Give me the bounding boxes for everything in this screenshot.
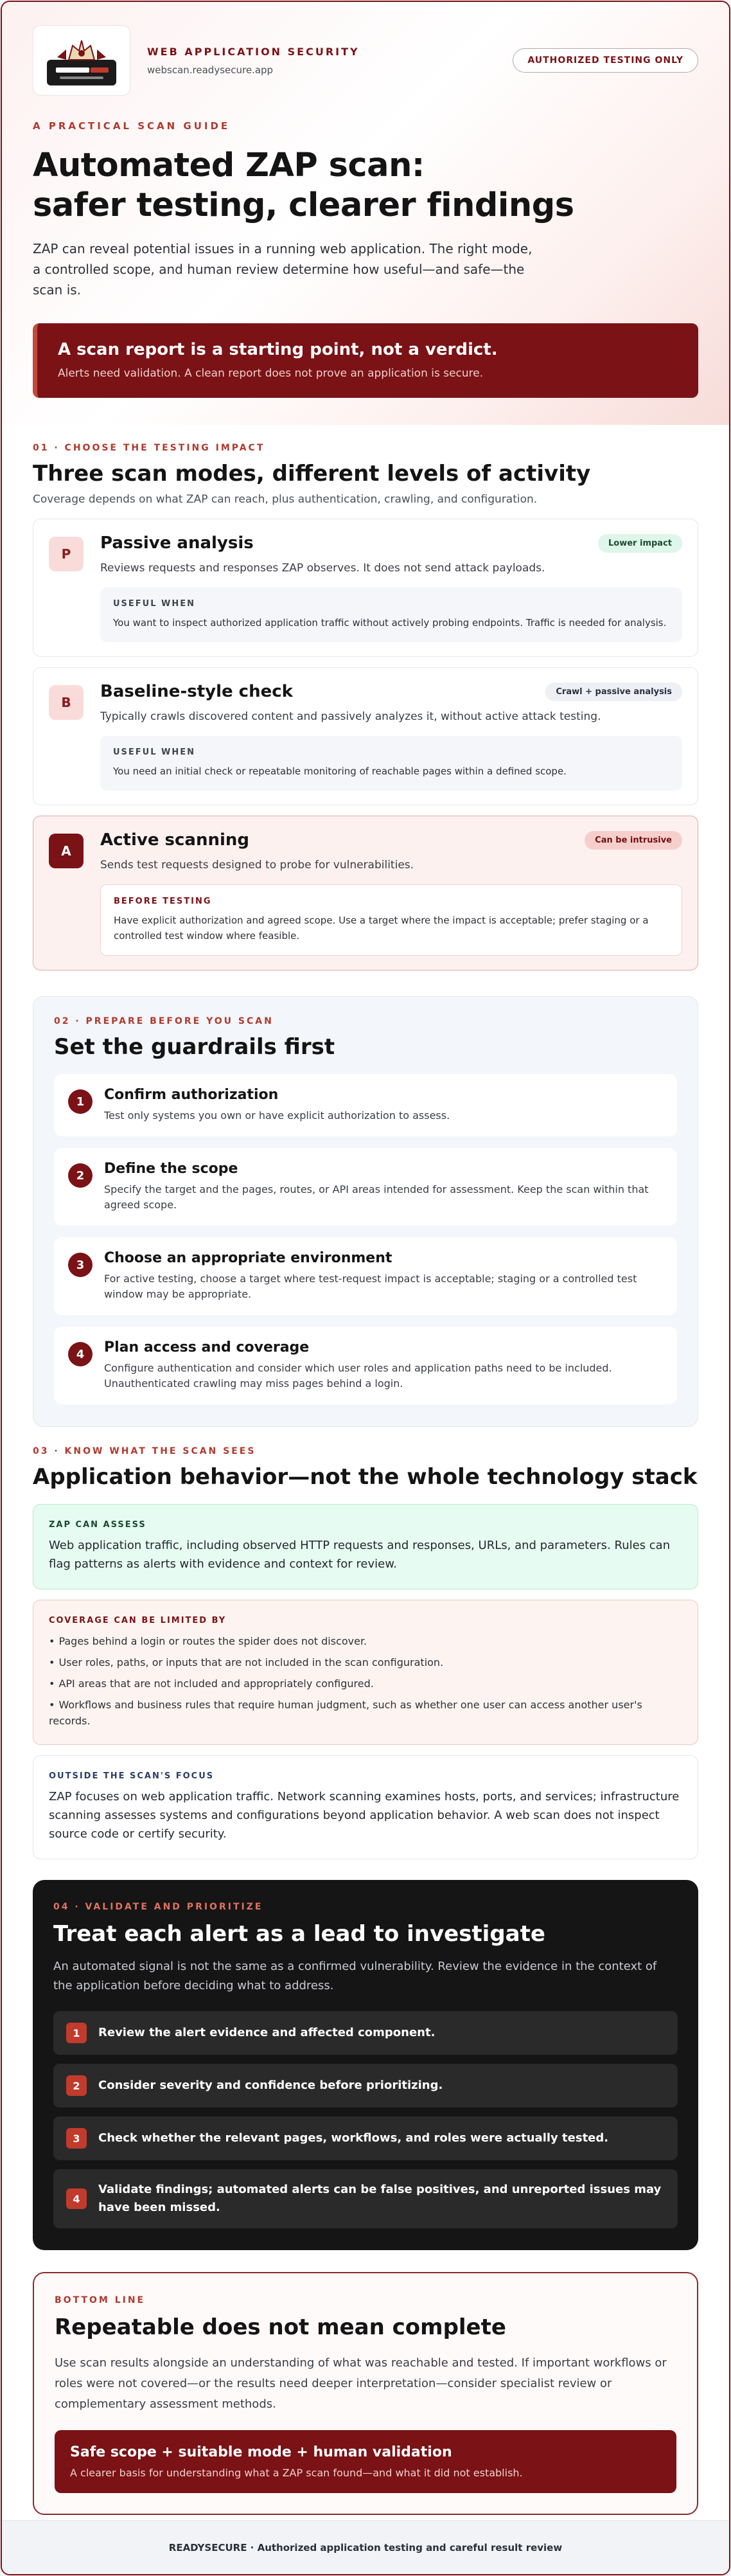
item-text: Review the alert evidence and affected component. [98,2026,436,2039]
mode-description: Reviews requests and responses ZAP observes. It does not send attack payloads. [100,562,545,575]
hero-eyebrow: A PRACTICAL SCAN GUIDE [33,120,231,132]
mode-note-text: You want to inspect authorized application traffic without actively probing endpoints. Traffic is needed for analysis. [113,617,667,629]
section-title: Treat each alert as a lead to investigate [53,1921,545,1947]
verdict-title: A scan report is a starting point, not a verdict. [58,340,498,359]
scan-coverage-section [2,1446,729,1859]
item-text: Validate findings; automated alerts can be false positives, and unreported issues may have been missed. [98,2183,662,2214]
hero-lead: ZAP can reveal potential issues in a running web application. The right mode, a controlled scope, and human review determine how useful—and safe—the scan is. [33,241,533,298]
guardrail-step [54,1148,677,1226]
guardrail-step [54,1074,677,1136]
mode-description: Typically crawls discovered content and passively analyzes it, without active attack testing. [100,710,601,723]
item-text: Consider severity and confidence before prioritizing. [98,2079,443,2092]
mode-title-row [100,533,682,553]
impact-tag: Crawl + passive analysis [545,683,682,701]
coverage-limits-card [33,1600,698,1745]
coverage-limits-list [49,1633,682,1729]
step-text: Test only systems you own or have explicit authorization to assess. [104,1109,450,1122]
section-title: Three scan modes, different levels of activity [33,461,591,487]
mode-letter-badge: P [49,537,84,571]
item-number: 4 [66,2188,87,2209]
step-number: 4 [68,1342,92,1366]
guardrail-step [54,1237,677,1315]
item-number: 3 [66,2128,87,2149]
mode-body [100,830,682,872]
outside-focus-card [33,1755,698,1859]
validate-item [53,2169,678,2228]
step-body [104,1339,663,1391]
authorized-testing-badge: AUTHORIZED TESTING ONLY [513,48,698,73]
step-text: Configure authentication and consider which user roles and application paths need to be included. Unauthenticated crawling may miss pages behind a login. [104,1362,612,1390]
mode-header [49,830,682,872]
section-title: Application behavior—not the whole technology stack [33,1464,698,1490]
verdict-subtitle: Alerts need validation. A clean report does not prove an application is secure. [58,367,484,380]
step-title: Define the scope [104,1161,238,1177]
step-body [104,1250,663,1302]
list-item: • User roles, paths, or inputs that are not included in the scan configuration. [49,1654,682,1670]
bottom-text: Use scan results alongside an understanding of what was reachable and tested. If important workflows or roles were not covered—or the results need deeper interpretation—consider specialist review or complementary assessment methods. [55,2356,667,2411]
mode-note-label: USEFUL WHEN [113,599,196,609]
guardrail-steps [54,1074,677,1404]
step-number: 1 [68,1089,92,1114]
item-number: 1 [66,2023,87,2043]
mode-note [100,736,682,791]
verdict-callout [33,323,698,398]
page-frame [1,1,730,2575]
card-label: COVERAGE CAN BE LIMITED BY [49,1616,227,1625]
scan-modes-section [2,443,729,970]
mode-body [100,682,682,723]
guardrails-panel [33,996,698,1427]
validate-list [53,2011,678,2228]
hero [2,2,729,425]
step-title: Confirm authorization [104,1087,279,1103]
section-title: Repeatable does not mean complete [55,2314,506,2340]
mode-card-active [33,816,698,970]
step-text: Specify the target and the pages, routes, or API areas intended for assessment. Keep the scan within that agreed scope. [104,1183,649,1211]
list-item: • API areas that are not included and appropriately configured. [49,1676,682,1692]
impact-tag: Can be intrusive [585,831,682,850]
item-text: Check whether the relevant pages, workflows, and roles were actually tested. [98,2131,609,2145]
section-title: Set the guardrails first [54,1034,335,1060]
section-eyebrow: 03 · KNOW WHAT THE SCAN SEES [33,1446,256,1456]
guardrail-step [54,1327,677,1404]
formula-callout [55,2430,676,2493]
card-text: Web application traffic, including observed HTTP requests and responses, URLs, and parameters. Rules can flag patterns as alerts with evidence and context for review. [49,1539,671,1571]
mode-body [100,533,682,575]
mode-title-row [100,830,682,850]
mode-note-text: Have explicit authorization and agreed scope. Use a target where the impact is acceptable; prefer staging or a controlled test window where feasible. [114,915,649,942]
step-body [104,1087,450,1123]
mode-card-baseline [33,667,698,805]
card-text: ZAP focuses on web application traffic. Network scanning examines hosts, ports, and services; infrastructure scanning assesses systems and configurations beyond application behavior. A web scan does not inspect source code or certify security. [49,1790,680,1841]
brand-logo[interactable] [33,25,130,96]
brand-domain[interactable]: webscan.readysecure.app [147,64,274,76]
list-item: • Workflows and business rules that require human judgment, such as whether one user can access another user's records. [49,1697,682,1729]
item-number: 2 [66,2075,87,2096]
mode-card-passive [33,519,698,657]
step-title: Choose an appropriate environment [104,1250,392,1266]
mode-title: Active scanning [100,830,249,850]
mode-letter-badge: A [49,834,84,868]
mode-description: Sends test requests designed to probe for vulnerabilities. [100,859,414,872]
step-title: Plan access and coverage [104,1339,310,1355]
page-title-line-1: Automated ZAP scan: [33,147,425,184]
can-assess-card [33,1504,698,1589]
footer: READYSECURE · Authorized application testing and careful result review [2,2520,729,2574]
section-eyebrow: 04 · VALIDATE AND PRIORITIZE [53,1902,263,1912]
step-text: For active testing, choose a target where test-request impact is acceptable; staging or a controlled test window may be appropriate. [104,1273,637,1300]
section-subtitle: An automated signal is not the same as a confirmed vulnerability. Review the evidence in the context of the application before deciding what to address. [53,1960,657,1992]
step-number: 2 [68,1163,92,1188]
readysecure-logo-image [43,31,120,89]
section-eyebrow: 01 · CHOOSE THE TESTING IMPACT [33,443,265,453]
validate-item [53,2011,678,2055]
brand-block [147,46,360,76]
validate-item [53,2116,678,2160]
mode-title: Baseline-style check [100,682,293,701]
mode-title: Passive analysis [100,533,254,553]
mode-header [49,682,682,723]
impact-tag: Lower impact [598,534,682,553]
top-bar [33,25,698,96]
mode-note-text: You need an initial check or repeatable monitoring of reachable pages within a defined scope. [113,765,567,777]
formula-subtitle: A clearer basis for understanding what a ZAP scan found—and what it did not establish. [70,2467,523,2479]
section-eyebrow: BOTTOM LINE [55,2295,146,2305]
mode-note-label: USEFUL WHEN [113,747,196,757]
validate-item [53,2064,678,2107]
mode-letter-badge: B [49,685,84,720]
brand-title: WEB APPLICATION SECURITY [147,45,360,58]
validate-panel [33,1880,698,2250]
card-label: ZAP CAN ASSESS [49,1520,146,1530]
bottom-line-panel [33,2272,698,2515]
page-title [33,146,698,226]
step-body [104,1161,663,1213]
list-item: • Pages behind a login or routes the spider does not discover. [49,1633,682,1649]
formula-title: Safe scope + suitable mode + human validation [70,2444,452,2460]
mode-header [49,533,682,575]
page-title-line-2: safer testing, clearer findings [33,186,574,224]
mode-note [100,587,682,642]
mode-title-row [100,682,682,701]
mode-note-label: BEFORE TESTING [114,897,212,906]
card-label: OUTSIDE THE SCAN'S FOCUS [49,1771,215,1781]
mode-note [100,884,682,956]
step-number: 3 [68,1253,92,1277]
section-subtitle: Coverage depends on what ZAP can reach, plus authentication, crawling, and configuration. [33,493,538,506]
section-eyebrow: 02 · PREPARE BEFORE YOU SCAN [54,1016,274,1026]
